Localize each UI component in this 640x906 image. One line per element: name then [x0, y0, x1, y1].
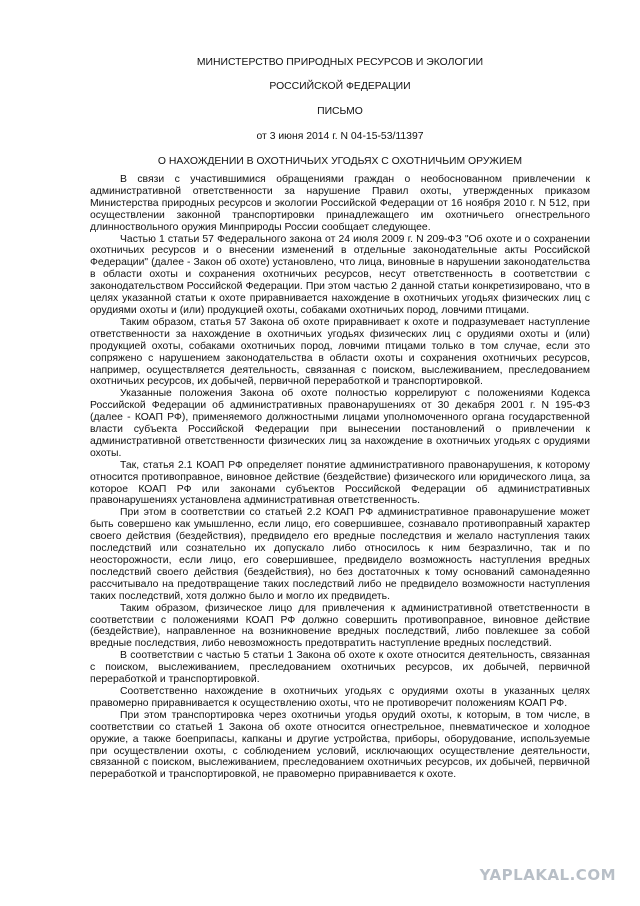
document-header	[90, 56, 590, 168]
body-paragraph: В связи с участившимися обращениями граждан о необоснованном привлечении к административной ответственности за нарушение Правил охоты, утвержденных приказом Министерства природных ресурсов и экологии Российской Федерации от 16 ноября 2010 г. N 512, при осуществлении законной транспортировки принадлежащего им охотничьего огнестрельного длинноствольного оружия Минприроды России сообщает следующее.	[90, 174, 590, 233]
body-paragraph: В соответствии с частью 5 статьи 1 Закона об охоте к охоте относится деятельность, связанная с поиском, выслеживанием, преследованием охотничьих ресурсов, их добычей, первичной переработкой и транспортировкой.	[90, 650, 590, 686]
federation-name: РОССИЙСКОЙ ФЕДЕРАЦИИ	[269, 81, 411, 92]
body-paragraph: Частью 1 статьи 57 Федерального закона от 24 июля 2009 г. N 209-ФЗ "Об охоте и о сохранении охотничьих ресурсов и о внесении изменений в отдельные законодательные акты Российской Федерации" (далее - Закон об охоте) установлено, что лица, виновные в нарушении законодательства в области охоты и сохранения охотничьих ресурсов, несут ответственность в соответствии с законодательством Российской Федерации. При этом частью 2 данной статьи конкретизировано, что в целях указанной статьи к охоте приравнивается нахождение в охотничьих угодьях физических лиц с орудиями охоты и (или) продукцией охоты, собаками охотничьих пород, ловчими птицами.	[90, 233, 590, 316]
document-body	[90, 174, 590, 781]
body-paragraph: Соответственно нахождение в охотничьих угодьях с орудиями охоты в указанных целях правомерно приравнивается к осуществлению охоты, что не противоречит положениям КОАП РФ.	[90, 685, 590, 709]
document-subject: О НАХОЖДЕНИИ В ОХОТНИЧЬИХ УГОДЬЯХ С ОХОТНИЧЬИМ ОРУЖИЕМ	[157, 156, 523, 167]
document-type: ПИСЬМО	[317, 106, 363, 117]
body-paragraph: Так, статья 2.1 КОАП РФ определяет понятие административного правонарушения, к которому относится противоправное, виновное действие (бездействие) физического или юридического лица, за которое КОАП РФ или законами субъектов Российской Федерации об административных правонарушениях установлена административная ответственность.	[90, 459, 590, 507]
ministry-name: МИНИСТЕРСТВО ПРИРОДНЫХ РЕСУРСОВ И ЭКОЛОГИИ	[196, 57, 484, 68]
body-paragraph: Таким образом, статья 57 Закона об охоте приравнивает к охоте и подразумевает наступление ответственности за нахождение в охотничьих угодьях физических лиц с орудиями охоты и (или) продукцией охоты, собаками охотничьих пород, ловчими птицами только в том случае, если это сопряжено с нарушением законодательства в области охоты и сохранения охотничьих ресурсов, например, осуществляется деятельность, связанная с поиском, выслеживанием, преследованием охотничьих ресурсов, их добычей, первичной переработкой и транспортировкой.	[90, 316, 590, 388]
body-paragraph: Таким образом, физическое лицо для привлечения к административной ответственности в соответствии с положениями КОАП РФ должно совершить противоправное, виновное действие (бездействие), направленное на возникновение вредных последствий, либо повлекшее за собой вредные последствия, либо невозможность предотвратить наступление вредных последствий.	[90, 602, 590, 650]
site-watermark: YAPLAKAL.COM	[479, 866, 616, 884]
body-paragraph: При этом транспортировка через охотничьи угодья орудий охоты, к которым, в том числе, в соответствии со статьей 1 Закона об охоте относится огнестрельное, пневматическое и холодное оружие, а также боеприпасы, капканы и другие устройства, приборы, оборудование, используемые при осуществлении охоты, с соблюдением условий, исключающих осуществление деятельности, связанной с поиском, выслеживанием, преследованием охотничьих ресурсов, их добычей, первичной переработкой и транспортировкой, не правомерно приравнивается к охоте.	[90, 709, 590, 781]
body-paragraph: При этом в соответствии со статьей 2.2 КОАП РФ административное правонарушение может быть совершено как умышленно, если лицо, его совершившее, сознавало противоправный характер своего действия (бездействия), предвидело его вредные последствия и желало наступления таких последствий или сознательно их допускало либо относилось к ним безразлично, так и по неосторожности, если лицо, его совершившее, предвидело возможность наступления вредных последствий своего действия (бездействия), но без достаточных к тому оснований самонадеянно рассчитывало на предотвращение таких последствий либо не предвидело возможности наступления таких последствий, хотя должно было и могло их предвидеть.	[90, 507, 590, 602]
document-date-number: от 3 июня 2014 г. N 04-15-53/11397	[256, 131, 424, 142]
body-paragraph: Указанные положения Закона об охоте полностью коррелируют с положениями Кодекса Российской Федерации об административных правонарушениях от 30 декабря 2001 г. N 195-ФЗ (далее - КОАП РФ), применяемого должностными лицами уполномоченного органа государственной власти субъекта Российской Федерации при вынесении постановлений о привлечении к административной ответственности физических лиц за нахождение в охотничьих угодьях с орудиями охоты.	[90, 388, 590, 459]
